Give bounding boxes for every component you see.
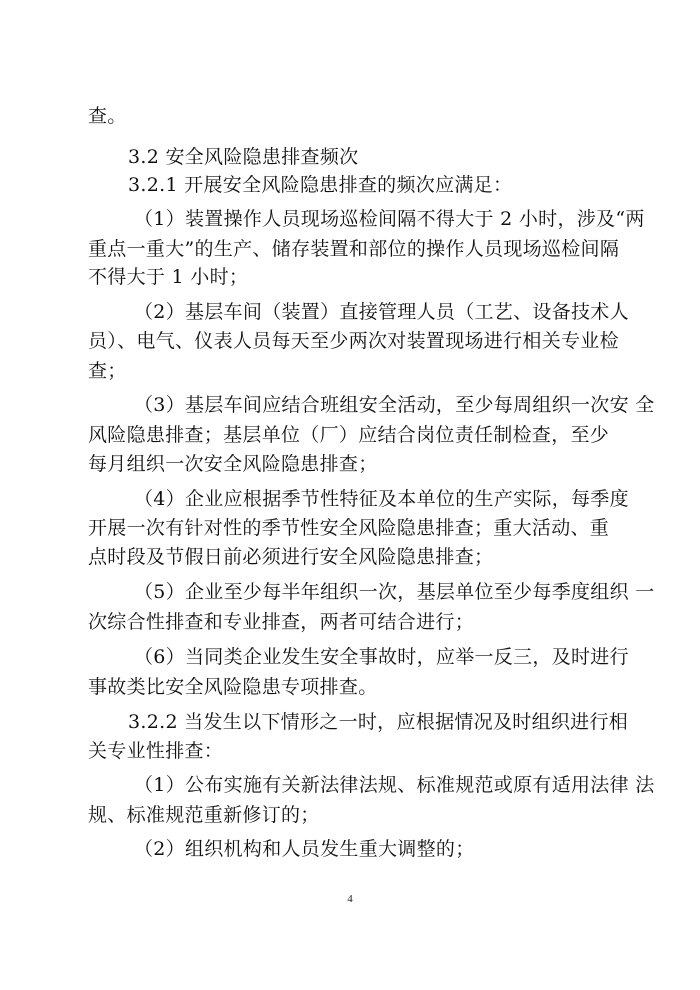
- body-text-line: 关专业性排查：: [88, 740, 224, 762]
- list-item-line: 重点一重大”的生产、储存装置和部位的操作人员现场巡检间隔: [88, 238, 620, 260]
- list-item-line: 点时段及节假日前必须进行安全风险隐患排查；: [88, 546, 494, 568]
- list-item-line: （2）基层车间（装置）直接管理人员（工艺、设备技术人: [134, 301, 629, 323]
- list-item-line: 查；: [88, 360, 127, 382]
- list-item-line: 风险隐患排查；基层单位（厂）应结合岗位责任制检查，至少: [88, 424, 610, 446]
- list-item-line: 每月组织一次安全风险隐患排查；: [88, 453, 378, 475]
- list-item-line: 员）、电气、仪表人员每天至少两次对装置现场进行相关专业检: [88, 330, 619, 352]
- list-item-line: 事故类比安全风险隐患专项排查。: [88, 676, 378, 698]
- subsection-heading: 3.2.2 当发生以下情形之一时，应根据情况及时组织进行相: [128, 711, 629, 733]
- list-item-line: 次综合性排查和专业排查，两者可结合进行；: [88, 611, 475, 633]
- section-heading: 3.2 安全风险隐患排查频次: [128, 146, 359, 168]
- body-text-line: 查。: [88, 105, 127, 127]
- list-item-line: （1）公布实施有关新法律法规、标准规范或原有适用法律 法: [134, 774, 655, 796]
- list-item-line: 规、标准规范重新修订的；: [88, 804, 320, 826]
- list-item-line: 开展一次有针对性的季节性安全风险隐患排查；重大活动、重: [88, 517, 610, 539]
- list-item-line: （1）装置操作人员现场巡检间隔不得大于 2 小时，涉及“两: [134, 208, 645, 230]
- list-item-line: （3）基层车间应结合班组安全活动，至少每周组织一次安 全: [134, 394, 655, 416]
- page-number: 4: [347, 893, 353, 905]
- list-item-line: （4）企业应根据季节性特征及本单位的生产实际，每季度: [134, 488, 629, 510]
- list-item-line: （5）企业至少每半年组织一次，基层单位至少每季度组织 一: [134, 581, 655, 603]
- list-item-line: （2）组织机构和人员发生重大调整的；: [134, 838, 475, 860]
- subsection-heading: 3.2.1 开展安全风险隐患排查的频次应满足：: [128, 174, 513, 196]
- list-item-line: （6）当同类企业发生安全事故时，应举一反三，及时进行: [134, 646, 629, 668]
- list-item-line: 不得大于 1 小时；: [88, 266, 249, 288]
